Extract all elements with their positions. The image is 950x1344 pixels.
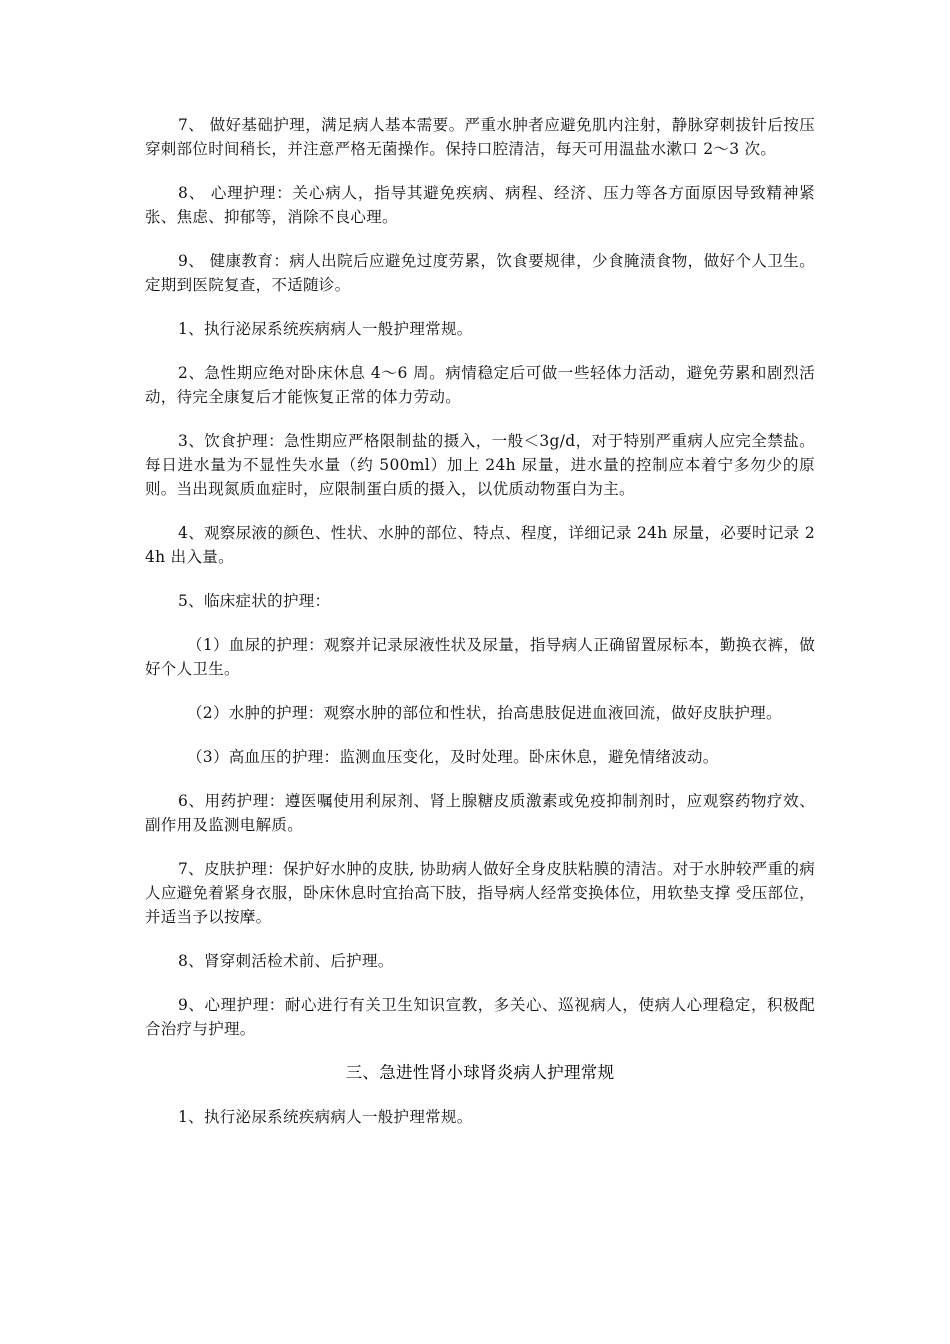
section-heading: 三、急进性肾小球肾炎病人护理常规	[345, 1063, 615, 1082]
subitem-hypertension-care: （3）高血压的护理：监测血压变化，及时处理。卧床休息，避免情绪波动。	[187, 748, 719, 766]
paragraph-bed-rest: 2、急性期应绝对卧床休息 4～6 周。病情稳定后可做一些轻体力活动，避免劳累和剧烈活动，待完全康复后才能恢复正常的体力劳动。	[145, 364, 815, 406]
paragraph-diet-care: 3、饮食护理：急性期应严格限制盐的摄入，一般＜3g/d，对于特别严重病人应完全禁盐。每日进水量为不显性失水量（约 500ml）加上 24h 尿量，进水量的控制应本着宁多勿少的原则。当出现氮质血症时，应限制蛋白质的摄入，以优质动物蛋白为主。	[145, 432, 815, 498]
paragraph-section3-general-routine: 1、执行泌尿系统疾病病人一般护理常规。	[178, 1108, 473, 1126]
subitem-hematuria-care: （1）血尿的护理：观察并记录尿液性状及尿量，指导病人正确留置尿标本，勤换衣裤，做好个人卫生。	[145, 636, 815, 678]
paragraph-general-routine: 1、执行泌尿系统疾病病人一般护理常规。	[178, 320, 473, 338]
paragraph-renal-biopsy-care: 8、肾穿刺活检术前、后护理。	[178, 952, 394, 970]
paragraph-urine-observation: 4、观察尿液的颜色、性状、水肿的部位、特点、程度，详细记录 24h 尿量，必要时记录 24h 出入量。	[145, 524, 815, 566]
paragraph-psych-care: 8、 心理护理：关心病人，指导其避免疾病、病程、经济、压力等各方面原因导致精神紧张、焦虑、抑郁等，消除不良心理。	[145, 184, 815, 226]
subitem-edema-care: （2）水肿的护理：观察水肿的部位和性状，抬高患肢促进血液回流，做好皮肤护理。	[187, 704, 782, 722]
paragraph-health-education: 9、 健康教育：病人出院后应避免过度劳累，饮食要规律，少食腌渍食物，做好个人卫生。定期到医院复查，不适随诊。	[145, 252, 815, 294]
paragraph-symptom-care: 5、临床症状的护理：	[178, 592, 331, 610]
paragraph-skin-care: 7、皮肤护理：保护好水肿的皮肤, 协助病人做好全身皮肤粘膜的清洁。对于水肿较严重的病人应避免着紧身衣服，卧床休息时宜抬高下肢，指导病人经常变换体位，用软垫支撑 受压部位，并适当予以按摩。	[145, 860, 815, 926]
paragraph-medication-care: 6、用药护理：遵医嘱使用利尿剂、肾上腺糖皮质激素或免疫抑制剂时，应观察药物疗效、副作用及监测电解质。	[145, 792, 815, 834]
document-body	[145, 113, 815, 1149]
paragraph-psych-support: 9、心理护理：耐心进行有关卫生知识宣教，多关心、巡视病人，使病人心理稳定，积极配合治疗与护理。	[145, 996, 815, 1038]
paragraph-basic-care: 7、 做好基础护理，满足病人基本需要。严重水肿者应避免肌内注射，静脉穿刺拔针后按压穿刺部位时间稍长，并注意严格无菌操作。保持口腔清洁，每天可用温盐水漱口 2～3 次。	[145, 116, 815, 158]
